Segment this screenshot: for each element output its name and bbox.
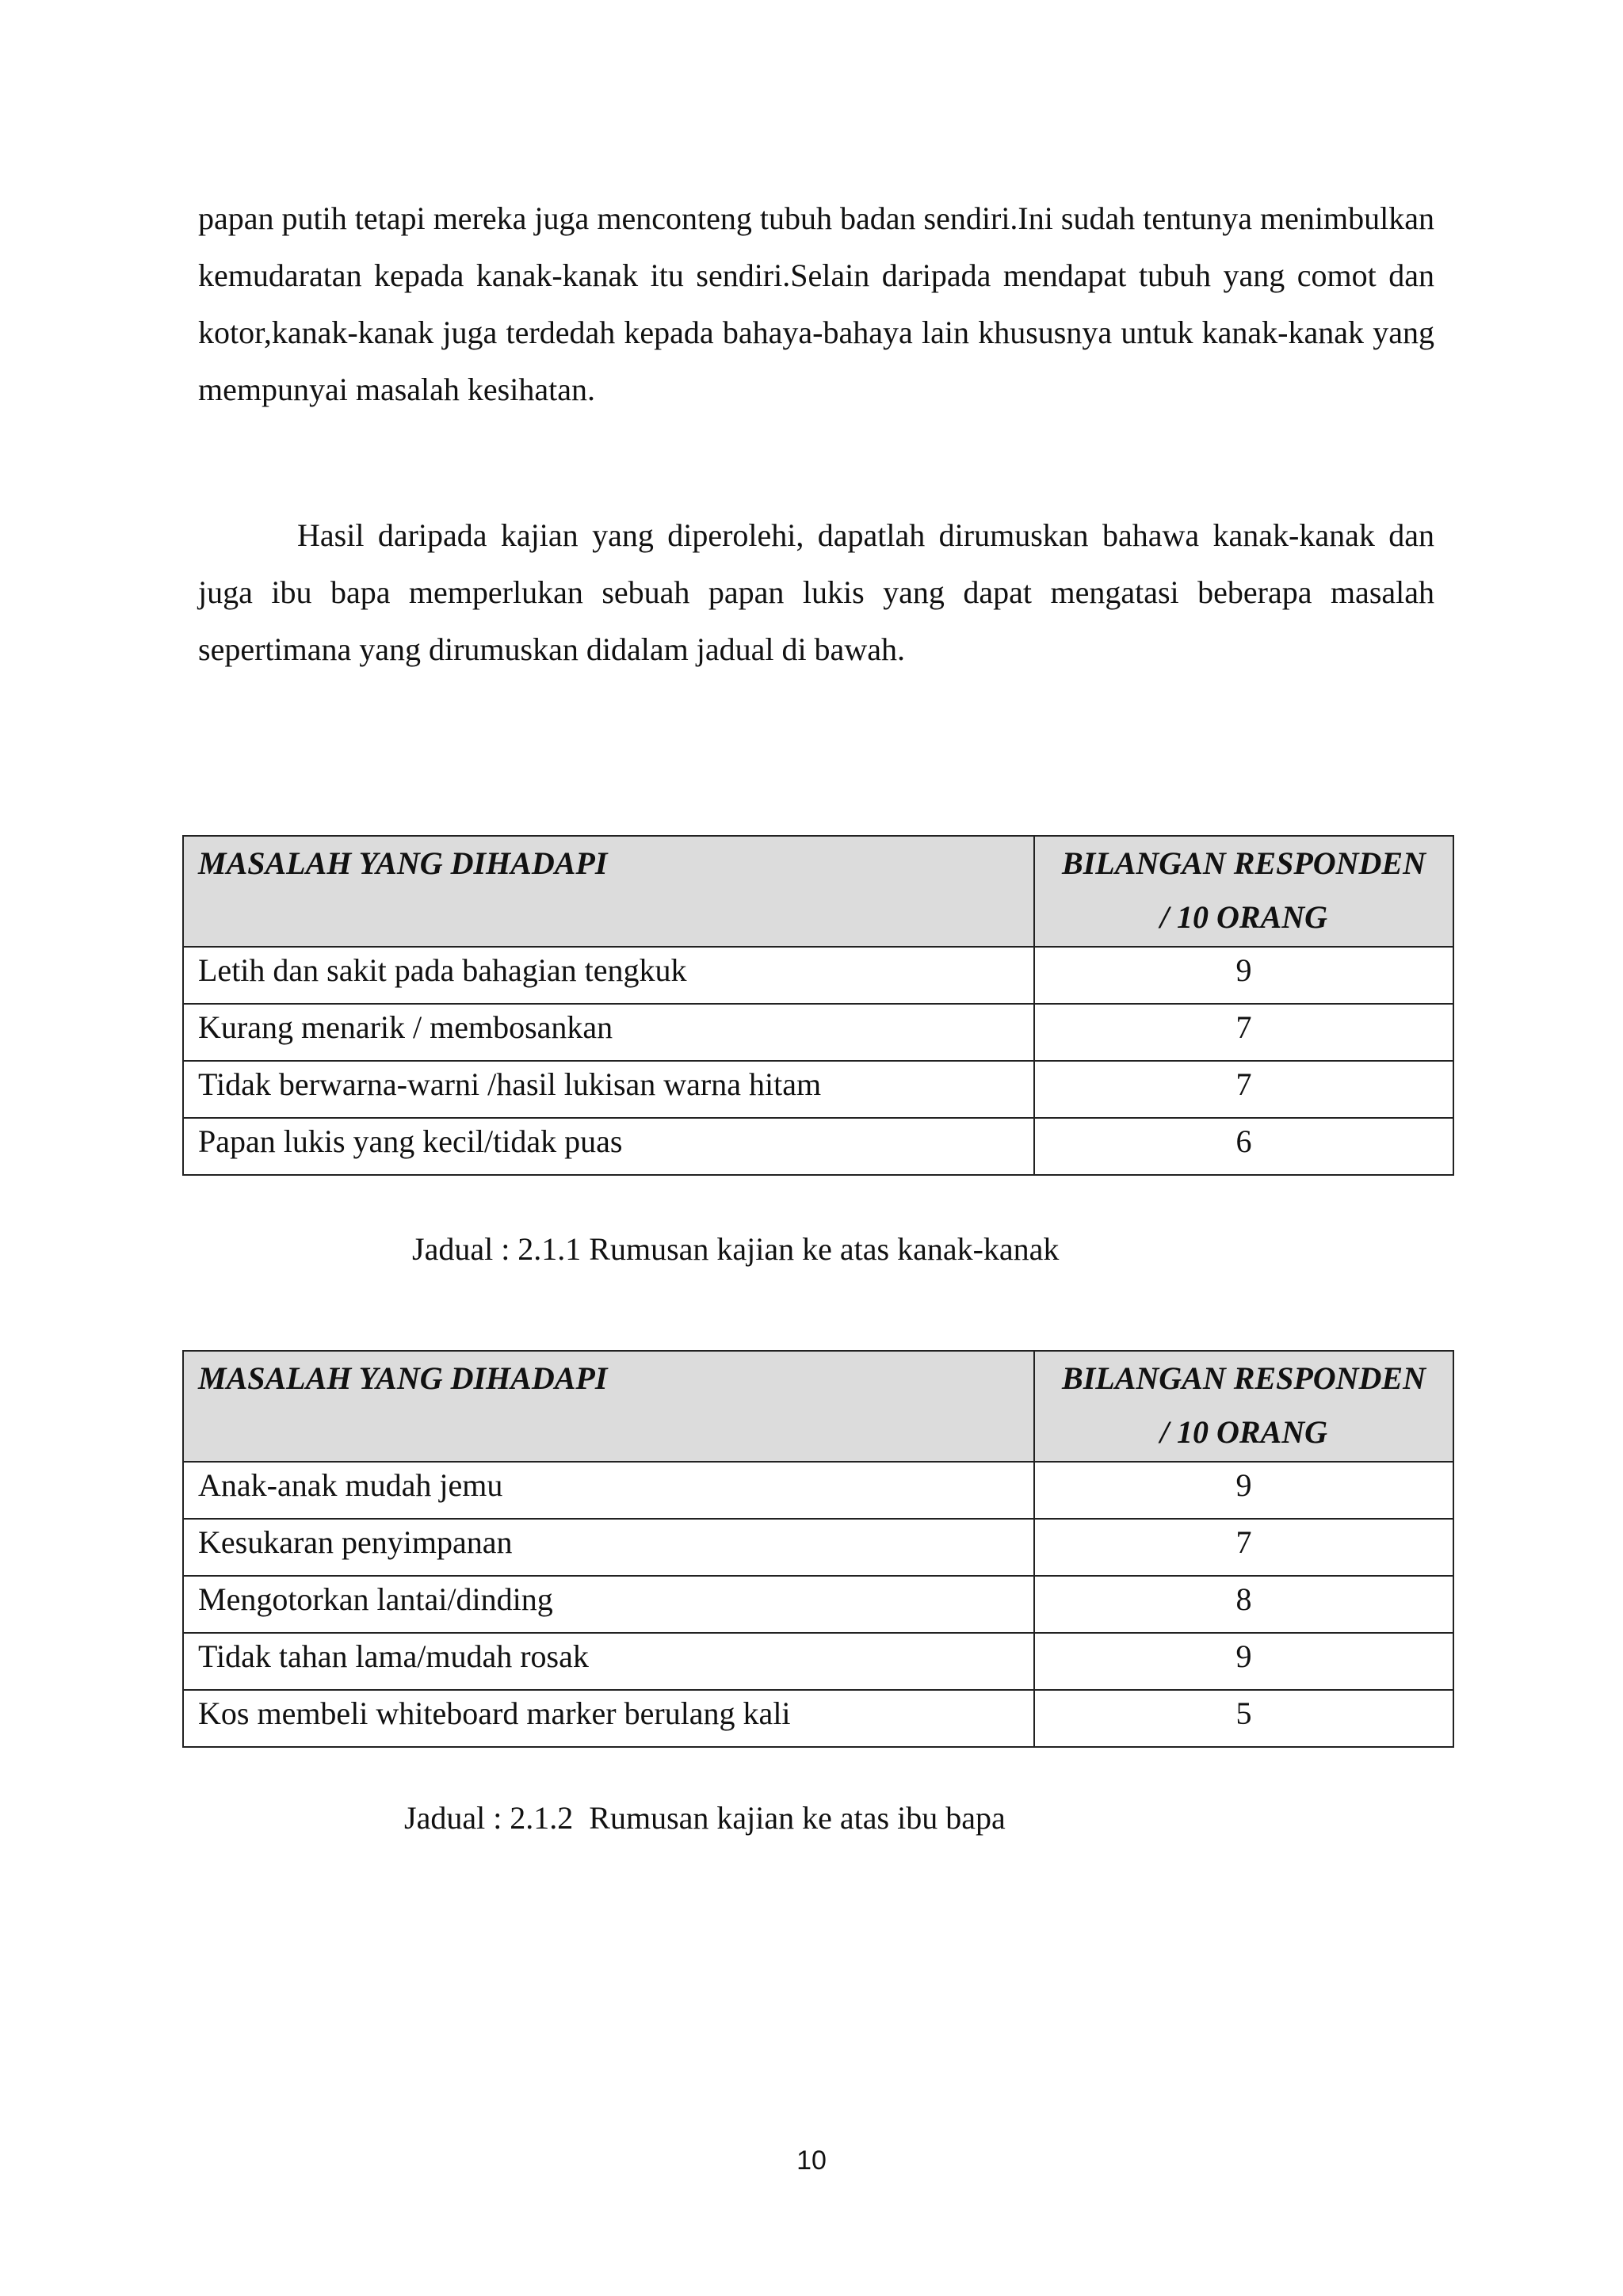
- column-header-respondents-line2: / 10 ORANG: [1159, 1414, 1328, 1450]
- problem-cell: Kos membeli whiteboard marker berulang kali: [183, 1690, 1034, 1747]
- problem-cell: Letih dan sakit pada bahagian tengkuk: [183, 947, 1034, 1004]
- body-paragraph: Hasil daripada kajian yang diperolehi, dapatlah dirumuskan bahawa kanak-kanak dan juga ibu bapa memperlukan sebuah papan lukis yang dapat mengatasi beberapa masalah sepertimana yang dirumuskan didalam jadual di bawah.: [198, 517, 1434, 667]
- problem-cell: Anak-anak mudah jemu: [183, 1462, 1034, 1519]
- table-header-row: [183, 1351, 1453, 1462]
- survey-table-children: [182, 835, 1454, 1176]
- column-header-respondents-line1: BILANGAN RESPONDEN: [1062, 845, 1426, 881]
- table-caption: Jadual : 2.1.2 Rumusan kajian ke atas ibu bapa: [404, 1800, 1006, 1836]
- table-header-row: [183, 836, 1453, 947]
- count-cell: 5: [1034, 1690, 1453, 1747]
- count-cell: 7: [1034, 1004, 1453, 1061]
- problem-cell: Tidak berwarna-warni /hasil lukisan warna hitam: [183, 1061, 1034, 1118]
- count-cell: 9: [1034, 1462, 1453, 1519]
- table-caption: Jadual : 2.1.1 Rumusan kajian ke atas kanak-kanak: [412, 1231, 1060, 1267]
- table-row: [183, 1633, 1453, 1690]
- page-number: 10: [796, 2145, 827, 2176]
- problem-cell: Kesukaran penyimpanan: [183, 1519, 1034, 1576]
- table-row: [183, 947, 1453, 1004]
- column-header-respondents: [1034, 1351, 1453, 1462]
- count-cell: 7: [1034, 1061, 1453, 1118]
- count-cell: 9: [1034, 947, 1453, 1004]
- table-row: [183, 1118, 1453, 1175]
- body-paragraph: papan putih tetapi mereka juga menconteng tubuh badan sendiri.Ini sudah tentunya menimbulkan kemudaratan kepada kanak-kanak itu sendiri.Selain daripada mendapat tubuh yang comot dan kotor,kanak-kanak juga terdedah kepada bahaya-bahaya lain khususnya untuk kanak-kanak yang mempunyai masalah kesihatan.: [198, 200, 1434, 407]
- column-header-respondents-line1: BILANGAN RESPONDEN: [1062, 1360, 1426, 1396]
- problem-cell: Kurang menarik / membosankan: [183, 1004, 1034, 1061]
- table-row: [183, 1690, 1453, 1747]
- column-header-problem: MASALAH YANG DIHADAPI: [183, 836, 1034, 947]
- table-row: [183, 1462, 1453, 1519]
- column-header-problem: MASALAH YANG DIHADAPI: [183, 1351, 1034, 1462]
- survey-table-parents: [182, 1350, 1454, 1748]
- count-cell: 7: [1034, 1519, 1453, 1576]
- problem-cell: Mengotorkan lantai/dinding: [183, 1576, 1034, 1633]
- column-header-respondents-line2: / 10 ORANG: [1159, 899, 1328, 935]
- problem-cell: Tidak tahan lama/mudah rosak: [183, 1633, 1034, 1690]
- table-row: [183, 1576, 1453, 1633]
- column-header-respondents: [1034, 836, 1453, 947]
- count-cell: 9: [1034, 1633, 1453, 1690]
- table-row: [183, 1061, 1453, 1118]
- count-cell: 6: [1034, 1118, 1453, 1175]
- count-cell: 8: [1034, 1576, 1453, 1633]
- problem-cell: Papan lukis yang kecil/tidak puas: [183, 1118, 1034, 1175]
- table-row: [183, 1519, 1453, 1576]
- table-row: [183, 1004, 1453, 1061]
